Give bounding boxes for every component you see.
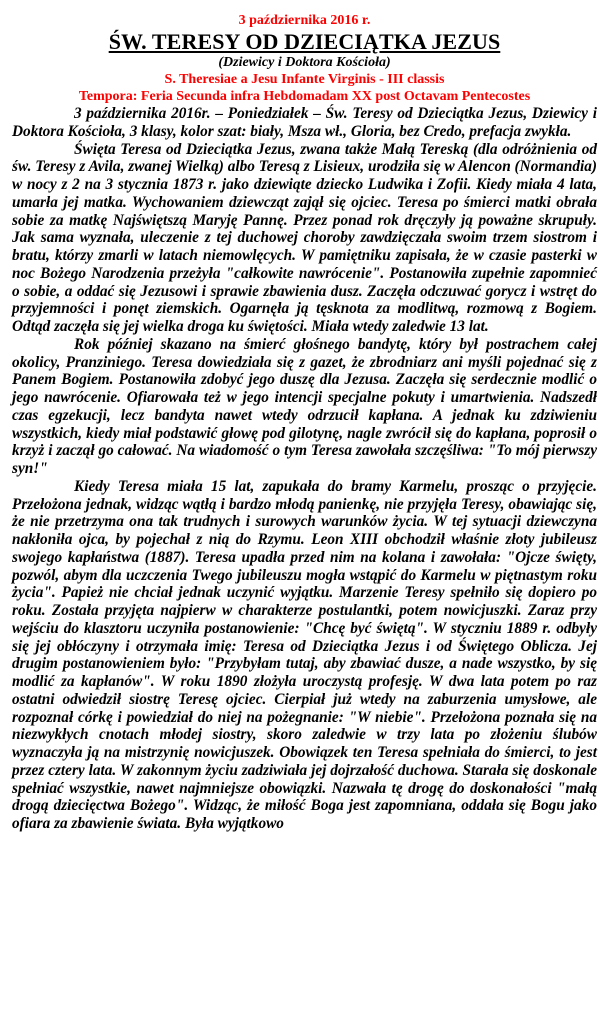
paragraph-biography: Święta Teresa od Dzieciątka Jezus, zwana także Małą Tereską (dla odróżnienia od św. Teresy z Avila, zwanej Wielką) albo Teresą z Lisieux, urodziła się w Alencon (Normandia) w nocy z 2 na 3 stycznia 1873 r. jako dziewiąte dziecko Ludwika i Zofii. Kiedy miała 4 lata, umarła jej matka. Wychowaniem dziewcząt zajął się ojciec. Teresa po śmierci matki obrała sobie za matkę Najświętszą Maryję Pannę. Przez ponad rok dręczyły ją poważne skrupuły. Jak sama wyznała, uleczenie z tej duchowej choroby zawdzięczała swoim trzem siostrom i bratu, którzy zmarli w latach niemowlęcych. W pamiętniku zapisała, że w czasie pasterki w noc Bożego Narodzenia przeżyła "całkowite nawrócenie". Postanowiła zupełnie zapomnieć o sobie, a oddać się Jezusowi i sprawie zbawienia dusz. Zaczęła odczuwać gorycz i wstręt do przyjemności i ponęt ziemskich. Ogarnęła ją tęsknota za modlitwą, rozmową z Bogiem. Odtąd zaczęła się jej wielka droga ku świętości. Miała wtedy zaledwie 13 lat.: [12, 140, 597, 335]
paragraph-carmel: Kiedy Teresa miała 15 lat, zapukała do bramy Karmelu, prosząc o przyjęcie. Przełożona jednak, widząc wątłą i bardzo młodą panienkę, nie przyjęła Teresy, obawiając się, że nie przetrzyma ona tak trudnych i surowych warunków życia. W tej sytuacji dziewczyna nakłoniła ojca, by pojechał z nią do Rzymu. Leon XIII obchodził właśnie złoty jubileusz swojego kapłaństwa (1887). Teresa upadła przed nim na kolana i zawołała: "Ojcze święty, pozwól, abym dla uczczenia Twego jubileuszu mogła wstąpić do Karmelu w piętnastym roku życia". Papież nie chciał jednak uczynić wyjątku. Marzenie Teresy spełniło się dopiero po roku. Została przyjęta najpierw w charakterze postulantki, potem nowicjuszki. Zaraz przy wejściu do klasztoru uczyniła postanowienie: "Chcę być świętą". W styczniu 1889 r. odbyły się jej obłóczyny i otrzymała imię: Teresa od Dzieciątka Jezus i od Świętego Oblicza. Jej drugim postanowieniem było: "Przybyłam tutaj, aby zbawiać dusze, a nade wszystko, by się modlić za kapłanów". W roku 1890 złożyła uroczystą profesję. W dwa lata potem po raz ostatni odwiedził siostrę Teresę ojciec. Cierpiał już wtedy na zaburzenia umysłowe, ale rozpoznał córkę i powiedział do niej na pożegnanie: "W niebie". Przełożona poznała się na niezwykłych cnotach młodej siostry, skoro zaledwie w trzy lata po złożeniu ślubów wyznaczyła ją na mistrzynię nowicjuszek. Obowiązek ten Teresa spełniała do śmierci, to jest przez cztery lata. W zakonnym życiu zadziwiała jej dojrzałość duchowa. Starała się doskonale spełniać wszystkie, nawet najmniejsze obowiązki. Nazwała tę drogę do doskonałości "małą drogą dziecięctwa Bożego". Widząc, że miłość Boga jest zapomniana, oddała się Bogu jako ofiara za zbawienie świata. Była wyjątkowo: [12, 477, 597, 832]
paragraph-intro: 3 października 2016r. – Poniedziałek – Św. Teresy od Dzieciątka Jezus, Dziewicy i Doktora Kościoła, 3 klasy, kolor szat: biały, Msza wł., Gloria, bez Credo, prefacja zwykła.: [12, 105, 597, 140]
date-heading: 3 października 2016 r.: [238, 13, 371, 28]
latin-feast-name: S. Theresiae a Jesu Infante Virginis - III classis: [164, 72, 445, 87]
article-body: [12, 105, 597, 833]
tempora-line: Tempora: Feria Secunda infra Hebdomadam XX post Octavam Pentecostes: [78, 89, 531, 104]
subtitle: (Dziewicy i Doktora Kościoła): [218, 55, 391, 70]
paragraph-pranzini: Rok później skazano na śmierć głośnego bandytę, który był postrachem całej okolicy, Pranziniego. Teresa dowiedziała się z gazet, że zbrodniarz ani myśli pojednać się z Panem Bogiem. Postanowiła zdobyć jego duszę dla Jezusa. Zaczęła się serdecznie modlić o jego nawrócenie. Ofiarowała też w jego intencji specjalne pokuty i umartwienia. Nadszedł czas egzekucji, lecz bandyta nawet wtedy odrzucił kapłana. A jednak ku zdziwieniu wszystkich, kiedy miał podstawić głowę pod gilotynę, nagle zwrócił się do kapłana, poprosił o krzyż i zaczął go całować. Na wiadomość o tym Teresa zawołała szczęśliwa: "To mój pierwszy syn!": [12, 335, 597, 477]
page-title: ŚW. TERESY OD DZIECIĄTKA JEZUS: [108, 29, 501, 54]
